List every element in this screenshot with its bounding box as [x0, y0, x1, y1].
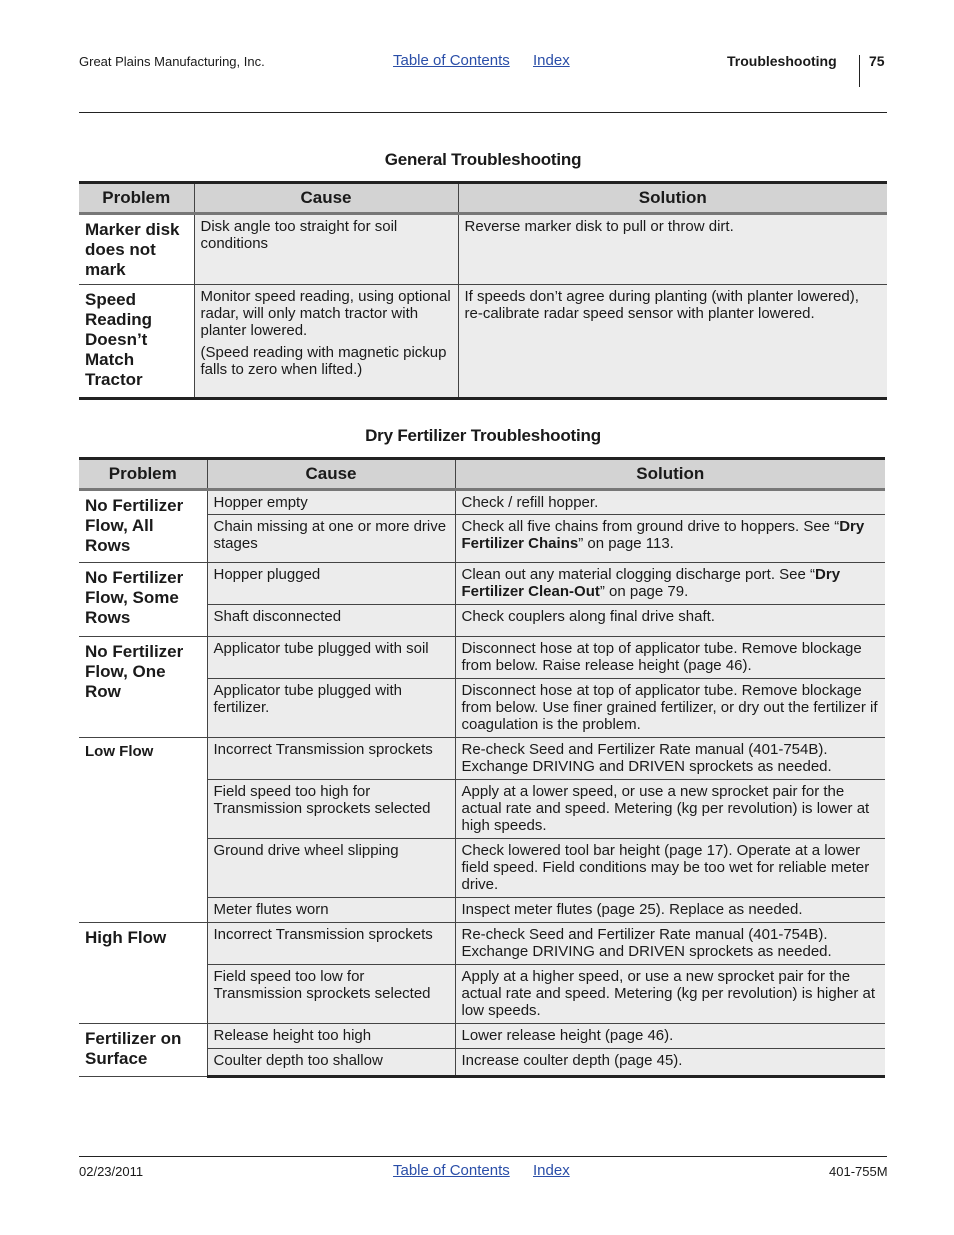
problem-cell: Marker disk does not mark [79, 214, 194, 285]
table-row [79, 637, 885, 679]
column-header-cause: Cause [194, 183, 458, 214]
solution-text: Lower release height (page 46). [461, 1027, 674, 1044]
problem-cell: Speed Reading Doesn’t Match Tractor [79, 285, 194, 399]
cause-cell: Applicator tube plugged with fertilizer. [207, 679, 455, 738]
table-row [79, 738, 885, 780]
solution-cell [455, 637, 885, 679]
table-row [79, 563, 885, 605]
solution-cell [455, 490, 885, 515]
dry-fertilizer-troubleshooting-table [79, 457, 885, 1078]
cause-cell: Ground drive wheel slipping [207, 839, 455, 898]
table-row [79, 923, 885, 965]
footer-index-link[interactable]: Index [533, 1162, 570, 1179]
solution-cell [455, 605, 885, 637]
page-number: 75 [869, 53, 885, 69]
cause-cell: Coulter depth too shallow [207, 1049, 455, 1077]
problem-cell: No Fertilizer Flow, Some Rows [79, 563, 207, 637]
cause-cell: Applicator tube plugged with soil [207, 637, 455, 679]
cause-cell: Incorrect Transmission sprockets [207, 923, 455, 965]
solution-cell [455, 563, 885, 605]
solution-cell [455, 679, 885, 738]
cause-cell: Incorrect Transmission sprockets [207, 738, 455, 780]
general-troubleshooting-title: General Troubleshooting [384, 150, 582, 169]
solution-cell: If speeds don’t agree during planting (with planter lowered), re-calibrate radar speed sensor with planter lowered. [458, 285, 887, 399]
column-header-cause: Cause [207, 459, 455, 490]
cause-cell: Release height too high [207, 1024, 455, 1049]
cause-text: (Speed reading with magnetic pickup falls to zero when lifted.) [200, 344, 447, 378]
footer-table-of-contents-link[interactable]: Table of Contents [393, 1162, 510, 1179]
company-name: Great Plains Manufacturing, Inc. [79, 54, 265, 69]
dry-fertilizer-troubleshooting-title: Dry Fertilizer Troubleshooting [365, 426, 601, 445]
cause-text: Monitor speed reading, using optional radar, will only match tractor with planter lowered. [200, 288, 451, 339]
cause-cell: Field speed too high for Transmission sprockets selected [207, 780, 455, 839]
cause-text: Disk angle too straight for soil conditions [200, 218, 398, 252]
table-row [79, 285, 887, 399]
cause-cell: Chain missing at one or more drive stages [207, 515, 455, 563]
cause-cell: Shaft disconnected [207, 605, 455, 637]
solution-text: Disconnect hose at top of applicator tube. Remove blockage from below. Use finer grained fertilizer, or dry out the fertilizer if coagulation is the problem. [461, 682, 878, 733]
column-header-problem: Problem [79, 183, 194, 214]
solution-text: Disconnect hose at top of applicator tube. Remove blockage from below. Raise release height (page 46). [461, 640, 862, 674]
solution-text: Inspect meter flutes (page 25). Replace as needed. [461, 901, 803, 918]
solution-cell [455, 923, 885, 965]
cause-cell: Hopper plugged [207, 563, 455, 605]
table-row [79, 490, 885, 515]
solution-cell [455, 965, 885, 1024]
solution-text: Re-check Seed and Fertilizer Rate manual (401-754B). Exchange DRIVING and DRIVEN sprockets as needed. [461, 741, 832, 775]
solution-reference: Dry Fertilizer Clean-Out [461, 566, 841, 600]
problem-cell: Low Flow [79, 738, 207, 923]
solution-cell [455, 780, 885, 839]
column-header-solution: Solution [458, 183, 887, 214]
solution-cell [455, 738, 885, 780]
cause-cell: Field speed too low for Transmission sprockets selected [207, 965, 455, 1024]
problem-cell: High Flow [79, 923, 207, 1024]
header-rule [79, 112, 887, 113]
solution-text: Check lowered tool bar height (page 17). Operate at a lower field speed. Field conditions may be too wet for reliable meter drive. [461, 842, 870, 893]
table-header-row [79, 183, 887, 214]
problem-cell: No Fertilizer Flow, One Row [79, 637, 207, 738]
table-header-row [79, 459, 885, 490]
solution-text: Check / refill hopper. [461, 494, 599, 511]
solution-text: Clean out any material clogging discharge port. See “ [461, 566, 816, 583]
solution-cell [455, 1024, 885, 1049]
solution-cell [455, 515, 885, 563]
table-row [79, 1024, 885, 1049]
solution-cell [455, 839, 885, 898]
footer-rule [79, 1156, 887, 1157]
solution-reference: Dry Fertilizer Chains [461, 518, 865, 552]
footer-date: 02/23/2011 [79, 1164, 144, 1179]
solution-cell [455, 1049, 885, 1077]
solution-text: Apply at a higher speed, or use a new sprocket pair for the actual rate and speed. Metering (kg per revolution) is higher at low speeds. [461, 968, 876, 1019]
table-of-contents-link[interactable]: Table of Contents [393, 52, 510, 69]
cause-cell: Hopper empty [207, 490, 455, 515]
header-divider [859, 55, 860, 87]
general-troubleshooting-table [79, 181, 887, 400]
cause-cell [194, 214, 458, 285]
solution-text: Check couplers along final drive shaft. [461, 608, 715, 625]
solution-text: Increase coulter depth (page 45). [461, 1052, 683, 1069]
section-title: Troubleshooting [727, 53, 837, 69]
problem-cell: No Fertilizer Flow, All Rows [79, 490, 207, 563]
footer-doc-number: 401-755M [829, 1164, 888, 1179]
cause-cell: Meter flutes worn [207, 898, 455, 923]
solution-cell: Reverse marker disk to pull or throw dirt. [458, 214, 887, 285]
solution-text: Check all five chains from ground drive to hoppers. See “ [461, 518, 840, 535]
solution-text: Apply at a lower speed, or use a new sprocket pair for the actual rate and speed. Metering (kg per revolution) is lower at high speeds. [461, 783, 870, 834]
column-header-solution: Solution [455, 459, 885, 490]
column-header-problem: Problem [79, 459, 207, 490]
solution-text: ” on page 113. [578, 535, 674, 552]
index-link[interactable]: Index [533, 52, 570, 69]
table-row [79, 214, 887, 285]
solution-cell [455, 898, 885, 923]
solution-text: Re-check Seed and Fertilizer Rate manual (401-754B). Exchange DRIVING and DRIVEN sprockets as needed. [461, 926, 832, 960]
problem-cell: Fertilizer on Surface [79, 1024, 207, 1077]
cause-cell [194, 285, 458, 399]
solution-text: ” on page 79. [599, 583, 689, 600]
